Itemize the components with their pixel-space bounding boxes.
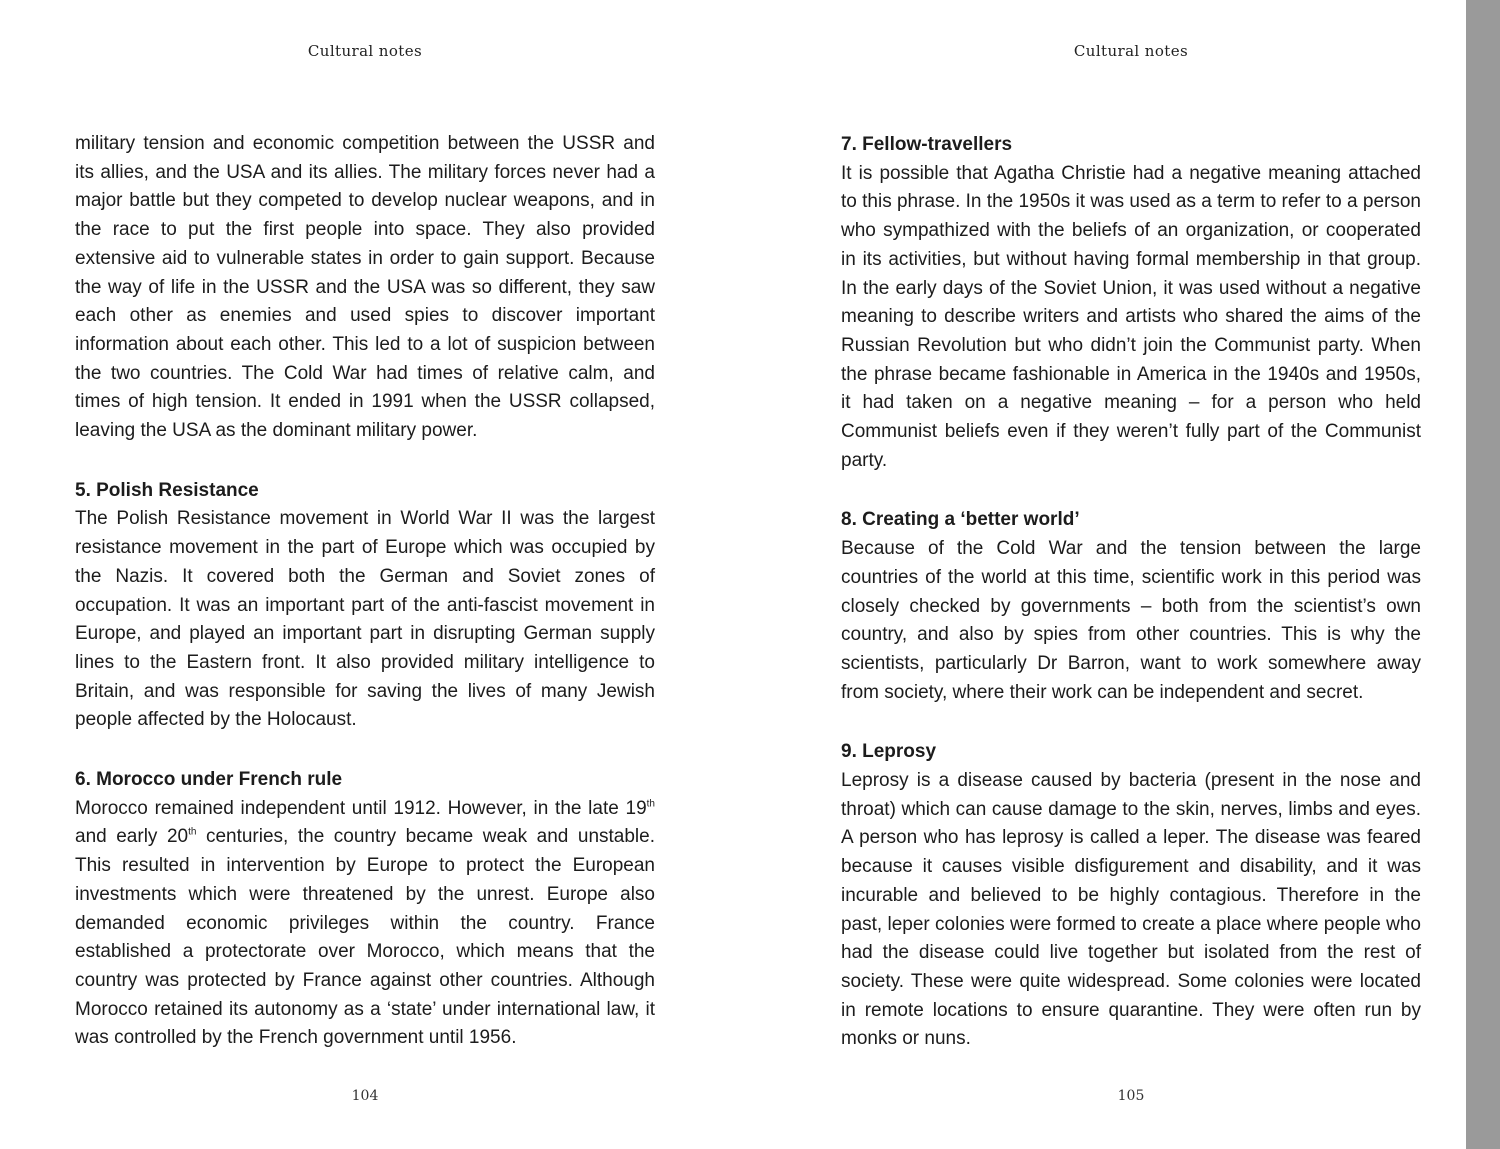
ordinal-superscript: th: [646, 798, 655, 810]
page-number: 104: [351, 1088, 379, 1104]
section-heading: 5. Polish Resistance: [75, 479, 259, 501]
page-number: 105: [1117, 1088, 1145, 1104]
section-heading: 7. Fellow-travellers: [841, 134, 1013, 155]
section-fellow-travellers: [841, 131, 1421, 475]
text-run: Morocco remained independent until 1912. However, in the late 19: [75, 797, 647, 819]
section-paragraph: It is possible that Agatha Christie had a negative meaning attached to this phrase. In the 1950s it was used as a term to refer to a person who sympathized with the beliefs of an organization, or cooperated in its activities, but without having formal membership in that group. In the early days of the Soviet Union, it was used without a negative meaning to describe writers and artists who shared the aims of the Russian Revolution but who didn’t join the Communist party. When the phrase became fashionable in America in the 1940s and 1950s, it had taken on a negative meaning – for a person who held Communist beliefs even if they weren’t fully part of the Communist party.: [841, 162, 1421, 471]
section-creating-a-better-world: [841, 506, 1421, 707]
left-page: [75, 0, 655, 1149]
section-heading: 8. Creating a ‘better world’: [841, 509, 1080, 531]
ordinal-superscript: th: [188, 827, 197, 839]
section-polish-resistance: [75, 477, 655, 735]
scan-edge-bar: [1466, 0, 1500, 1149]
page-body: [841, 131, 1421, 1054]
running-head: Cultural notes: [1073, 42, 1189, 60]
section-heading: 6. Morocco under French rule: [75, 769, 343, 791]
running-head: Cultural notes: [307, 42, 423, 60]
text-run: centuries, the country became weak and unstable. This resulted in intervention by Europe to protect the European investments which were threatened by the unrest. Europe also demanded economic privileges within the country. France established a protectorate over Morocco, which means that the country was protected by France against other countries. Although Morocco retained its autonomy as a ‘state’ under international law, it was controlled by the French government until 1956.: [75, 826, 655, 1049]
page-body: [75, 130, 655, 1053]
section-morocco-under-french-rule: [75, 766, 655, 1053]
section-heading: 9. Leprosy: [841, 741, 937, 763]
continued-paragraph: military tension and economic competition between the USSR and its allies, and the USA and its allies. The military forces never had a major battle but they competed to develop nuclear weapons, and in the race to put the first people into space. They also provided extensive aid to vulnerable states in order to gain support. Because the way of life in the USSR and the USA was so different, they saw each other as enemies and used spies to discover important information about each other. This led to a lot of suspicion between the two countries. The Cold War had times of relative calm, and times of high tension. It ended in 1991 when the USSR collapsed, leaving the USA as the dominant military power.: [75, 133, 655, 442]
section-paragraph: The Polish Resistance movement in World War II was the largest resistance movement in the part of Europe which was occupied by the Nazis. It covered both the German and Soviet zones of occupation. It was an important part of the anti-fascist movement in Europe, and played an important part in disrupting German supply lines to the Eastern front. It also provided military intelligence to Britain, and was responsible for saving the lives of many Jewish people affected by the Holocaust.: [75, 508, 655, 731]
section-paragraph: Leprosy is a disease caused by bacteria (present in the nose and throat) which can cause damage to the skin, nerves, limbs and eyes. A person who has leprosy is called a leper. The disease was feared because it causes visible disfigurement and disability, and it was incurable and believed to be highly contagious. Therefore in the past, leper colonies were formed to create a place where people who had the disease could live together but isolated from the rest of society. These were quite widespread. Some colonies were located in remote locations to ensure quarantine. They were often run by monks or nuns.: [841, 770, 1421, 1050]
section-leprosy: [841, 738, 1421, 1054]
section-paragraph: Because of the Cold War and the tension between the large countries of the world at this time, scientific work in this period was closely checked by governments – both from the scientist’s own country, and also by spies from other countries. This is why the scientists, particularly Dr Barron, want to work somewhere away from society, where their work can be independent and secret.: [841, 538, 1421, 703]
section-paragraph: [75, 795, 655, 1053]
right-page: [841, 0, 1421, 1149]
text-run: and early 20: [75, 826, 189, 848]
